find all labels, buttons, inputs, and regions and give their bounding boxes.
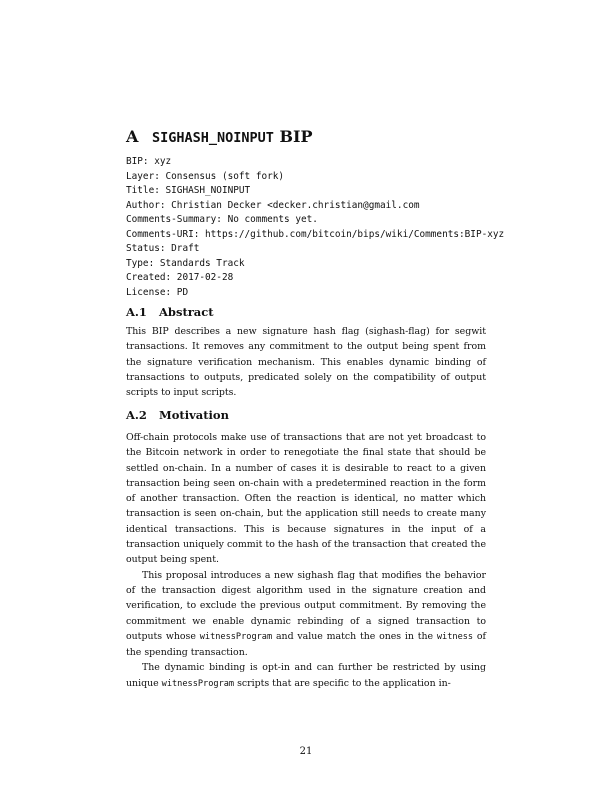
header-line: Status: Draft xyxy=(126,243,200,254)
motivation-paragraph-2 xyxy=(126,568,486,661)
inline-code: witnessProgram xyxy=(199,631,273,642)
header-line: Author: Christian Decker <decker.christian@gmail.com xyxy=(126,199,420,211)
bip-header xyxy=(126,155,504,300)
text-run: The dynamic binding is opt-in and can further be restricted by using unique xyxy=(126,662,486,689)
header-line: License: PD xyxy=(126,286,189,298)
text-run: of the spending transaction. xyxy=(126,630,487,659)
motivation-body xyxy=(126,430,486,692)
text-run: This proposal introduces a new sighash flag that modifies the behavior of the transaction digest algorithm used in the signature creation and verification, to exclude the previous output commitment. By removing the commitment we enable dynamic rebinding of a signed transaction to outputs whose xyxy=(126,569,486,642)
header-line: Type: Standards Track xyxy=(126,257,245,269)
inline-code: witness xyxy=(436,631,474,642)
header-line: Comments-Summary: No comments yet. xyxy=(126,214,318,225)
header-line: Title: SIGHASH_NOINPUT xyxy=(126,185,251,196)
abstract-number: A.1 xyxy=(126,305,147,319)
motivation-paragraph-3 xyxy=(126,660,486,692)
page-number: 21 xyxy=(299,746,313,757)
inline-code: witnessProgram xyxy=(161,678,235,689)
section-number: A xyxy=(126,127,139,146)
text-run: and value match the ones in the xyxy=(275,630,434,642)
text-run: scripts that are specific to the application in- xyxy=(237,677,451,689)
motivation-number: A.2 xyxy=(126,408,147,422)
header-line: Comments-URI: https://github.com/bitcoin/bips/wiki/Comments:BIP-xyz xyxy=(126,228,505,240)
abstract-paragraph: This BIP describes a new signature hash flag (sighash-flag) for segwit transactions. It removes any commitment to the output being spent from the signature verification mechanism. This enables dynamic binding of transactions to outputs, predicated solely on the compatibility of output scripts to input scripts. xyxy=(126,326,486,399)
motivation-paragraph-1: Off-chain protocols make use of transactions that are not yet broadcast to the Bitcoin network in order to renegotiate the final state that should be settled on-chain. In a number of cases it is desirable to react to a given transaction being seen on-chain with a predetermined reaction in the form of another transaction. Often the reaction is identical, no matter which transaction is seen on-chain, but the application still needs to create many identical transactions. This is because signatures in the input of a transaction uniquely commit to the hash of the transaction that created the output being spent. xyxy=(126,432,486,566)
header-line: Created: 2017-02-28 xyxy=(126,272,234,283)
section-title-code: SIGHASH_NOINPUT xyxy=(152,130,274,146)
motivation-title: Motivation xyxy=(159,408,229,422)
abstract-heading xyxy=(126,305,214,319)
abstract-body xyxy=(126,324,486,400)
section-title xyxy=(126,127,313,146)
abstract-title: Abstract xyxy=(159,305,214,319)
motivation-heading xyxy=(126,408,229,422)
header-line: Layer: Consensus (soft fork) xyxy=(126,170,285,182)
header-line: BIP: xyz xyxy=(126,156,172,167)
section-title-text: BIP xyxy=(279,127,313,146)
